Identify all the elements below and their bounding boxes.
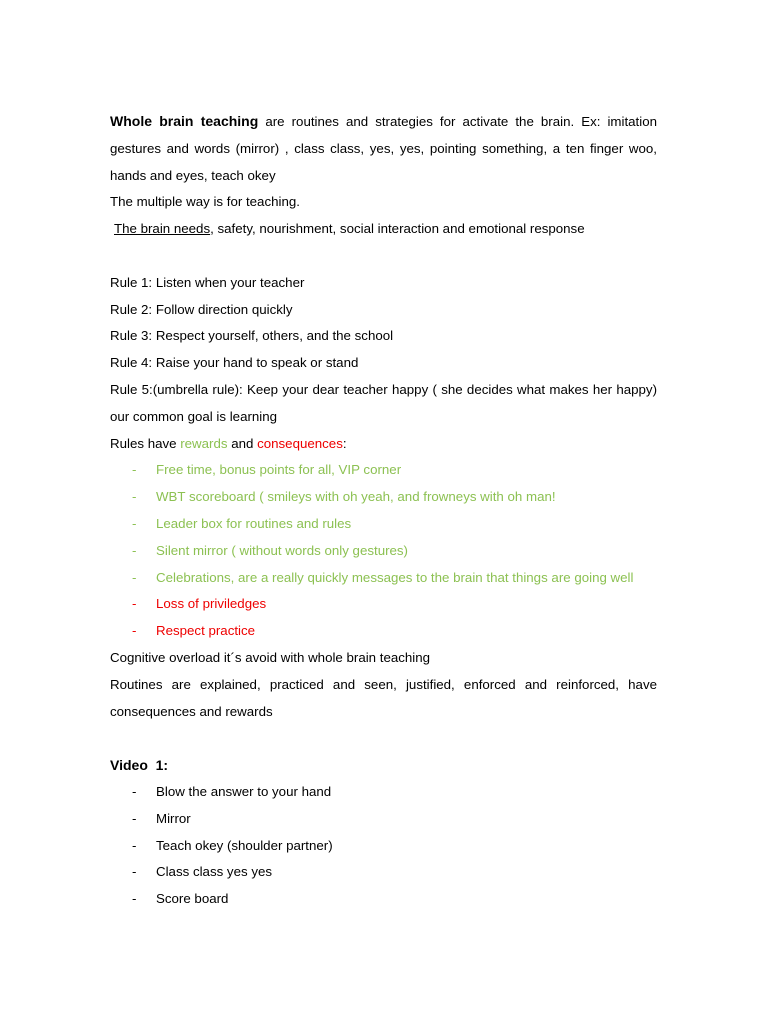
consequence-item — [110, 591, 657, 618]
video-item-text: Mirror — [156, 810, 191, 826]
reward-item — [110, 538, 657, 565]
rule-line: Rule 2: Follow direction quickly — [110, 301, 293, 317]
video-item — [110, 859, 657, 886]
rules-have-suffix: : — [342, 435, 347, 451]
dash-bullet-icon: - — [132, 810, 137, 826]
reward-item-text: Leader box for routines and rules — [156, 515, 352, 531]
dash-bullet-icon: - — [132, 623, 137, 639]
intro-text: are routines and strategies for activate the brain. Ex: imitation gestures and words (mirror) , class class, yes, yes, pointing something, a ten finger woo, hands and eyes, teach okey — [110, 114, 657, 183]
intro-bold-term: Whole brain teaching — [110, 113, 259, 129]
video-item-text: Score board — [156, 891, 229, 907]
blank-line — [110, 725, 657, 752]
reward-item — [110, 484, 657, 511]
video-item-text: Class class yes yes — [156, 864, 273, 880]
video-item-text: Teach okey (shoulder partner) — [156, 837, 333, 853]
reward-item-text: Silent mirror ( without words only gestures) — [156, 542, 408, 558]
dash-bullet-icon: - — [132, 569, 137, 585]
video-item-text: Blow the answer to your hand — [156, 783, 332, 799]
rule-line: Rule 4: Raise your hand to speak or stand — [110, 355, 359, 371]
consequence-item — [110, 618, 657, 645]
blank-line — [110, 243, 657, 270]
dash-bullet-icon: - — [132, 515, 137, 531]
rewards-list — [110, 457, 657, 645]
video-item — [110, 779, 657, 806]
dash-bullet-icon: - — [132, 542, 137, 558]
dash-bullet-icon: - — [132, 783, 137, 799]
reward-item — [110, 457, 657, 484]
dash-bullet-icon: - — [132, 891, 137, 907]
dash-bullet-icon: - — [132, 462, 137, 478]
dash-bullet-icon: - — [132, 596, 137, 612]
reward-item-text: Celebrations, are a really quickly messages to the brain that things are going well — [156, 569, 634, 585]
brain-needs-label: The brain needs — [114, 221, 211, 237]
reward-item — [110, 565, 657, 592]
rules-have-prefix: Rules have — [110, 435, 181, 451]
consequence-item-text: Respect practice — [156, 623, 256, 639]
video-item — [110, 886, 657, 913]
rules-have-line — [110, 431, 657, 458]
video-item — [110, 806, 657, 833]
dash-bullet-icon: - — [132, 864, 137, 880]
brain-needs-line — [110, 216, 657, 243]
rewards-word: rewards — [180, 435, 228, 451]
rule-line: Rule 3: Respect yourself, others, and the school — [110, 328, 394, 344]
cognitive-line: Cognitive overload it´s avoid with whole brain teaching — [110, 649, 431, 665]
reward-item — [110, 511, 657, 538]
consequences-word: consequences — [257, 435, 343, 451]
document-page — [110, 108, 657, 913]
reward-item-text: WBT scoreboard ( smileys with oh yeah, and frowneys with oh man! — [156, 489, 556, 505]
consequence-item-text: Loss of priviledges — [156, 596, 267, 612]
rule-line: Rule 5:(umbrella rule): Keep your dear teacher happy ( she decides what makes her happy) our common goal is learning — [110, 381, 657, 424]
reward-item-text: Free time, bonus points for all, VIP corner — [156, 462, 402, 478]
video-title: Video 1: — [110, 757, 169, 774]
routines-paragraph: Routines are explained, practiced and seen, justified, enforced and reinforced, have consequences and rewards — [110, 676, 657, 719]
rule-line: Rule 1: Listen when your teacher — [110, 274, 305, 290]
video-list — [110, 779, 657, 913]
rules-have-and: and — [227, 435, 258, 451]
multiple-way-line: The multiple way is for teaching. — [110, 194, 300, 210]
dash-bullet-icon: - — [132, 489, 137, 505]
brain-needs-text: , safety, nourishment, social interaction and emotional response — [210, 221, 585, 237]
dash-bullet-icon: - — [132, 837, 137, 853]
video-item — [110, 833, 657, 860]
intro-paragraph — [110, 108, 657, 189]
